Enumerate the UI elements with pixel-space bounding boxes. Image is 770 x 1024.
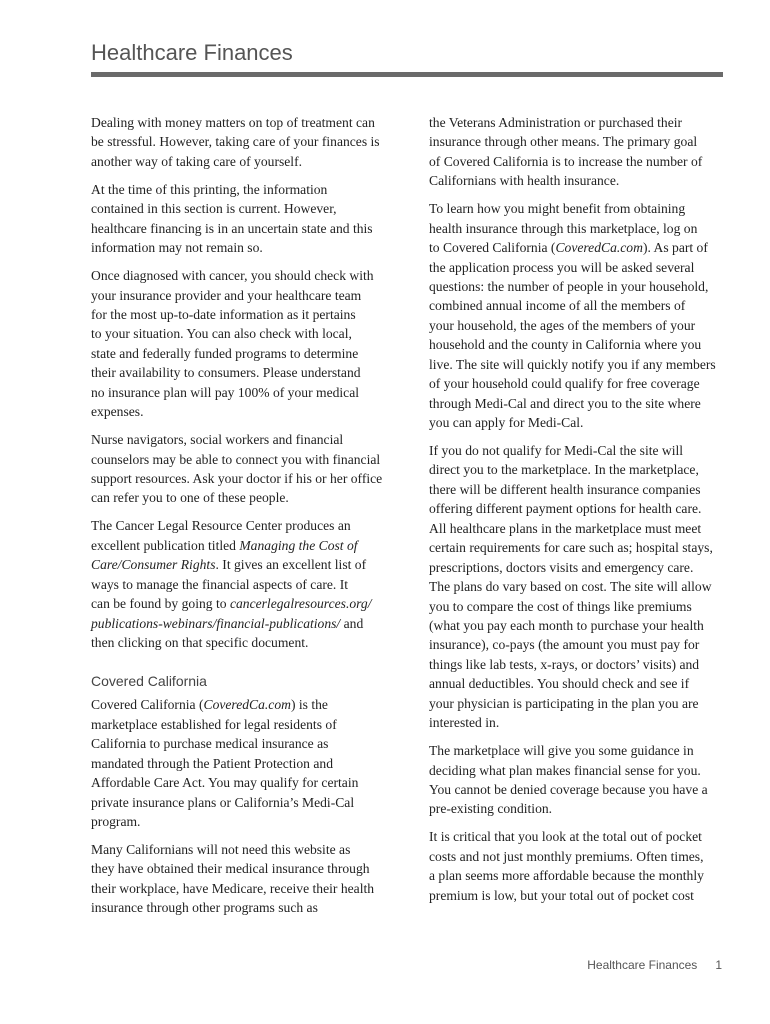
text-line: annual deductibles. You should check and see if xyxy=(429,676,690,692)
text-line xyxy=(91,555,391,574)
footer-section-title: Healthcare Finances xyxy=(587,958,698,972)
text-segment: excellent publication titled xyxy=(91,537,240,553)
text-line: your insurance provider and your healthcare team xyxy=(91,287,362,303)
text-line: mandated through the Patient Protection and xyxy=(91,755,333,771)
text-line: pre-existing condition. xyxy=(429,801,553,817)
text-line xyxy=(429,238,729,257)
text-line: the Veterans Administration or purchased their xyxy=(429,115,683,130)
paragraph xyxy=(429,827,729,905)
text-line: costs and not just monthly premiums. Often times, xyxy=(429,848,704,864)
text-line: Once diagnosed with cancer, you should check with xyxy=(91,268,374,284)
paragraph xyxy=(91,516,391,652)
italic-text: Care/Consumer Rights xyxy=(91,557,216,573)
text-line: Many Californians will not need this website as xyxy=(91,841,351,857)
text-line: The marketplace will give you some guidance in xyxy=(429,743,694,759)
paragraph xyxy=(429,741,729,819)
text-line: California to purchase medical insurance as xyxy=(91,736,329,752)
text-line: for the most up-to-date information as it pertains xyxy=(91,306,356,322)
text-line: Nurse navigators, social workers and financial xyxy=(91,432,344,448)
paragraph xyxy=(429,199,729,432)
text-line: there will be different health insurance companies xyxy=(429,481,701,497)
paragraph xyxy=(91,430,391,508)
left-column xyxy=(91,113,391,926)
text-line: your physician is participating in the plan you are xyxy=(429,695,699,711)
text-line: be stressful. However, taking care of your finances is xyxy=(91,134,380,150)
text-line: through Medi-Cal and direct you to the site where xyxy=(429,395,701,411)
text-line: another way of taking care of yourself. xyxy=(91,153,302,169)
text-line: At the time of this printing, the information xyxy=(91,181,328,197)
text-line: prescriptions, doctors visits and emergency care. xyxy=(429,559,694,575)
text-line: interested in. xyxy=(429,715,500,731)
text-line: you to compare the cost of things like premiums xyxy=(429,598,692,614)
text-line: Dealing with money matters on top of treatment can xyxy=(91,115,375,130)
text-line: things like lab tests, x-rays, or doctors’ visits) and xyxy=(429,656,700,672)
italic-text: publications-webinars/financial-publications/ xyxy=(91,615,341,631)
text-segment: . It gives an excellent list of xyxy=(215,557,367,573)
title-divider xyxy=(91,72,723,77)
text-line: information may not remain so. xyxy=(91,240,263,256)
paragraph xyxy=(429,441,729,733)
text-line: It is critical that you look at the total out of pocket xyxy=(429,829,702,845)
text-line: Affordable Care Act. You may qualify for certain xyxy=(91,775,359,791)
page-footer xyxy=(587,958,722,972)
text-line: (what you pay each month to purchase your health xyxy=(429,617,704,633)
text-segment: to Covered California ( xyxy=(429,240,556,256)
text-line: household and the county in California where you xyxy=(429,337,702,353)
text-line xyxy=(91,594,391,613)
text-line: questions: the number of people in your household, xyxy=(429,279,709,294)
text-line: If you do not qualify for Medi-Cal the site will xyxy=(429,443,684,458)
paragraph xyxy=(429,113,729,191)
text-line: certain requirements for care such as; hospital stays, xyxy=(429,540,713,556)
section-heading: Covered California xyxy=(91,673,207,690)
italic-text: CoveredCa.com xyxy=(203,697,291,713)
text-line: of Covered California is to increase the number of xyxy=(429,153,703,169)
text-line: you can apply for Medi-Cal. xyxy=(429,415,584,431)
italic-text: CoveredCa.com xyxy=(555,240,643,256)
text-line: insurance), co-pays (the amount you must pay for xyxy=(429,637,700,653)
paragraph xyxy=(91,266,391,422)
text-line: offering different payment options for health care. xyxy=(429,501,702,517)
paragraph xyxy=(91,695,391,831)
text-line: deciding what plan makes financial sense for you. xyxy=(429,762,701,778)
text-line: ways to manage the financial aspects of care. It xyxy=(91,576,349,592)
text-line: health insurance through this marketplace, log on xyxy=(429,220,698,236)
text-line: can refer you to one of these people. xyxy=(91,490,289,506)
text-line: insurance through other programs such as xyxy=(91,900,318,916)
page-number: 1 xyxy=(715,958,722,972)
text-line: then clicking on that specific document. xyxy=(91,634,309,650)
text-line: healthcare financing is in an uncertain state and this xyxy=(91,220,373,236)
text-line: All healthcare plans in the marketplace must meet xyxy=(429,520,702,536)
text-line: Californians with health insurance. xyxy=(429,173,620,189)
text-line: live. The site will quickly notify you if any members xyxy=(429,356,716,372)
text-line: premium is low, but your total out of pocket cost xyxy=(429,887,694,903)
text-line: to your situation. You can also check with local, xyxy=(91,326,352,342)
text-segment: ). As part of xyxy=(642,240,708,256)
text-line xyxy=(91,695,391,714)
text-line: a plan seems more affordable because the monthly xyxy=(429,868,704,884)
paragraph xyxy=(91,113,391,171)
text-line: expenses. xyxy=(91,404,144,420)
right-column xyxy=(429,113,729,914)
text-line: support resources. Ask your doctor if his or her office xyxy=(91,470,383,486)
text-segment: and xyxy=(340,615,364,631)
text-segment: Covered California ( xyxy=(91,697,204,713)
page-title: Healthcare Finances xyxy=(91,40,293,65)
italic-text: Managing the Cost of xyxy=(239,537,358,553)
text-line: marketplace established for legal residents of xyxy=(91,716,337,732)
paragraph xyxy=(91,180,391,258)
text-line: program. xyxy=(91,814,141,829)
italic-text: cancerlegalresources.org/ xyxy=(229,596,372,612)
text-line xyxy=(91,536,391,555)
text-line: combined annual income of all the members of xyxy=(429,298,686,314)
text-line xyxy=(91,614,391,633)
text-line: The plans do vary based on cost. The site will allow xyxy=(429,579,712,595)
text-line: their workplace, have Medicare, receive their health xyxy=(91,880,375,896)
text-line: they have obtained their medical insurance through xyxy=(91,861,370,877)
text-segment: can be found by going to xyxy=(91,596,230,612)
text-line: state and federally funded programs to determine xyxy=(91,345,359,361)
text-line: the application process you will be asked several xyxy=(429,259,695,275)
text-line: The Cancer Legal Resource Center produces an xyxy=(91,518,351,534)
text-line: contained in this section is current. However, xyxy=(91,201,337,217)
text-line: their availability to consumers. Please understand xyxy=(91,365,361,381)
text-line: no insurance plan will pay 100% of your medical xyxy=(91,384,360,400)
text-line: of your household could qualify for free coverage xyxy=(429,376,700,392)
text-line: counselors may be able to connect you with financial xyxy=(91,451,381,467)
text-line: your household, the ages of the members of your xyxy=(429,317,696,333)
paragraph xyxy=(91,840,391,918)
text-line: private insurance plans or California’s Medi-Cal xyxy=(91,794,355,810)
text-line: To learn how you might benefit from obtaining xyxy=(429,201,686,217)
text-segment: ) is the xyxy=(290,697,328,713)
text-line: You cannot be denied coverage because you have a xyxy=(429,781,708,797)
text-line: direct you to the marketplace. In the marketplace, xyxy=(429,462,699,478)
text-line: insurance through other means. The primary goal xyxy=(429,134,698,150)
